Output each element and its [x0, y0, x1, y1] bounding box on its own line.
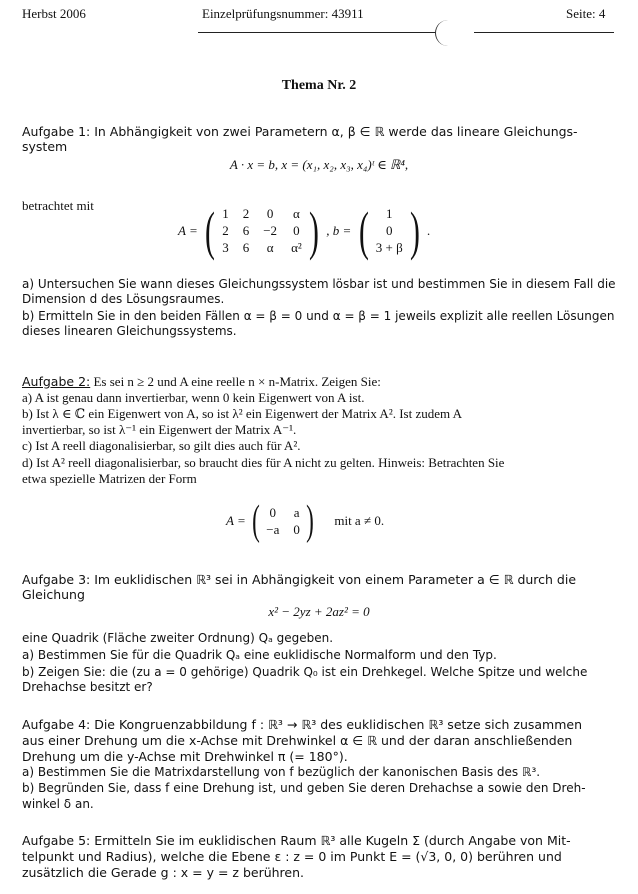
task2-part-d-line2: etwa spezielle Matrizen der Form [22, 471, 197, 486]
matrix-m [266, 505, 300, 538]
header-rule-left [198, 32, 436, 33]
vector-b-cell: 0 [386, 223, 393, 238]
header-date: Herbst 2006 [22, 6, 86, 21]
task3-line3: eine Quadrik (Fläche zweiter Ordnung) Qₐ gegeben. [22, 631, 334, 645]
header-exam-number: Einzelprüfungsnummer: 43911 [202, 6, 364, 21]
task5-line2: telpunkt und Radius), welche die Ebene ε : z = 0 im Punkt E = (√3, 0, 0) berühren und [22, 849, 562, 864]
matrix-m-label: A = [226, 513, 246, 528]
task3-part-b-line1: b) Zeigen Sie: die (zu a = 0 gehörige) Quadrik Q₀ ist ein Drehkegel. Welche Spitze und welche [22, 665, 588, 679]
task2-matrix-block [226, 500, 384, 542]
matrix-a-cell: 6 [242, 240, 250, 255]
matrix-a-cell: 0 [293, 223, 300, 238]
task4-part-a: a) Bestimmen Sie die Matrixdarstellung von f bezüglich der kanonischen Basis des ℝ³. [22, 765, 541, 779]
matrix-a-cell: α [293, 206, 300, 221]
task1-part-b-line2: dieses linearen Gleichungssystems. [22, 324, 237, 338]
task2-intro-text: Es sei n ≥ 2 und A eine reelle n × n-Matrix. Zeigen Sie: [90, 374, 381, 389]
matrix-a-cell: 6 [242, 223, 250, 238]
task1-line2: system [22, 139, 68, 154]
matrix-m-cell: 0 [293, 521, 300, 537]
matrix-a-cell: 3 [222, 240, 229, 255]
matrix-a [222, 206, 302, 256]
task5-line1: Aufgabe 5: Ermitteln Sie im euklidischen Raum ℝ³ alle Kugeln Σ (durch Angabe von Mit- [22, 833, 571, 848]
vector-b-cell: 1 [386, 206, 393, 221]
task2-part-b-line2: invertierbar, so ist λ⁻¹ ein Eigenwert der Matrix A⁻¹. [22, 422, 297, 437]
header-rule-right [474, 32, 614, 33]
task1-equation: A · x = b, x = (x₁, x₂, x₃, x₄)ᵗ ∈ ℝ⁴, [229, 157, 409, 172]
theme-title: Thema Nr. 2 [281, 78, 357, 93]
task2-part-c: c) Ist A reell diagonalisierbar, so gilt dies auch für A². [22, 438, 301, 453]
task1-part-a-line1: a) Untersuchen Sie wann dieses Gleichungssystem lösbar ist und bestimmen Sie in diesem Fall die [22, 277, 616, 291]
task1-line1: Aufgabe 1: In Abhängigkeit von zwei Parametern α, β ∈ ℝ werde das lineare Gleichungs- [22, 124, 578, 139]
task1-part-b-line1: b) Ermitteln Sie in den beiden Fällen α = β = 0 und α = β = 1 jeweils explizit alle reellen Lösungen [22, 309, 615, 323]
matrix-a-label: A = [178, 223, 198, 238]
matrix-a-cell: 0 [266, 206, 274, 221]
task4-line1: Aufgabe 4: Die Kongruenzabbildung f : ℝ³ → ℝ³ des euklidischen ℝ³ setze sich zusammen [22, 717, 583, 732]
task4-part-b-line1: b) Begründen Sie, dass f eine Drehung ist, und geben Sie deren Drehachse a sowie den Dreh- [22, 781, 586, 795]
task5-line3: zusätzlich die Gerade g : x = y = z berühren. [22, 865, 305, 880]
task3-equation: x² − 2yz + 2az² = 0 [268, 604, 370, 619]
matrix-a-cell: α² [291, 240, 302, 255]
task2-intro [22, 374, 614, 389]
task2-title: Aufgabe 2: [22, 374, 91, 389]
matrix-a-open-paren: ( [205, 201, 215, 261]
matrix-a-cell: 2 [242, 206, 250, 221]
matrix-m-cell: −a [266, 521, 280, 537]
task2-part-d-line1: d) Ist A² reell diagonalisierbar, so braucht dies für A nicht zu gelten. Hinweis: Betrachten Sie [22, 455, 505, 470]
task1-part-a-line2: Dimension d des Lösungsraumes. [22, 292, 225, 306]
vector-b-close-paren: ) [410, 201, 420, 261]
task3-line2: Gleichung [22, 587, 85, 602]
matrix-m-condition: mit a ≠ 0. [334, 513, 385, 528]
task4-line3: Drehung um die y-Achse mit Drehwinkel π (= 180°). [22, 749, 348, 764]
scan-artifact [435, 20, 456, 46]
matrix-m-open-paren: ( [252, 498, 260, 544]
matrix-a-cell: α [266, 240, 274, 255]
vector-b-label: , b = [326, 223, 352, 238]
vector-b-open-paren: ( [358, 201, 369, 261]
task3-part-a: a) Bestimmen Sie für die Quadrik Qₐ eine euklidische Normalform und den Typ. [22, 648, 497, 662]
task3-part-b-line2: Drehachse besitzt er? [22, 680, 153, 694]
header-page: Seite: 4 [566, 6, 606, 21]
matrix-m-close-paren: ) [306, 498, 314, 544]
matrix-a-cell: 2 [222, 223, 229, 238]
matrix-a-cell: 1 [222, 206, 229, 221]
task2-part-a: a) A ist genau dann invertierbar, wenn 0 kein Eigenwert von A ist. [22, 390, 365, 405]
matrix-m-cell: 0 [269, 504, 277, 520]
vector-b-cell: 3 + β [375, 240, 403, 255]
task1-matrices [178, 201, 431, 261]
vector-b [376, 206, 403, 256]
task3-line1: Aufgabe 3: Im euklidischen ℝ³ sei in Abhängigkeit von einem Parameter a ∈ ℝ durch die [22, 572, 577, 587]
task2-part-b-line1: b) Ist λ ∈ ℂ ein Eigenwert von A, so ist λ² ein Eigenwert der Matrix A². Ist zudem A [22, 406, 463, 421]
task1-with: betrachtet mit [22, 198, 94, 213]
task4-part-b-line2: winkel δ an. [22, 797, 94, 811]
matrix-end-period: . [427, 223, 431, 238]
matrix-a-cell: −2 [263, 223, 278, 238]
matrix-a-close-paren: ) [309, 201, 319, 261]
matrix-m-cell: a [293, 504, 300, 520]
task4-line2: aus einer Drehung um die x-Achse mit Drehwinkel α ∈ ℝ und der daran anschließenden [22, 733, 573, 748]
